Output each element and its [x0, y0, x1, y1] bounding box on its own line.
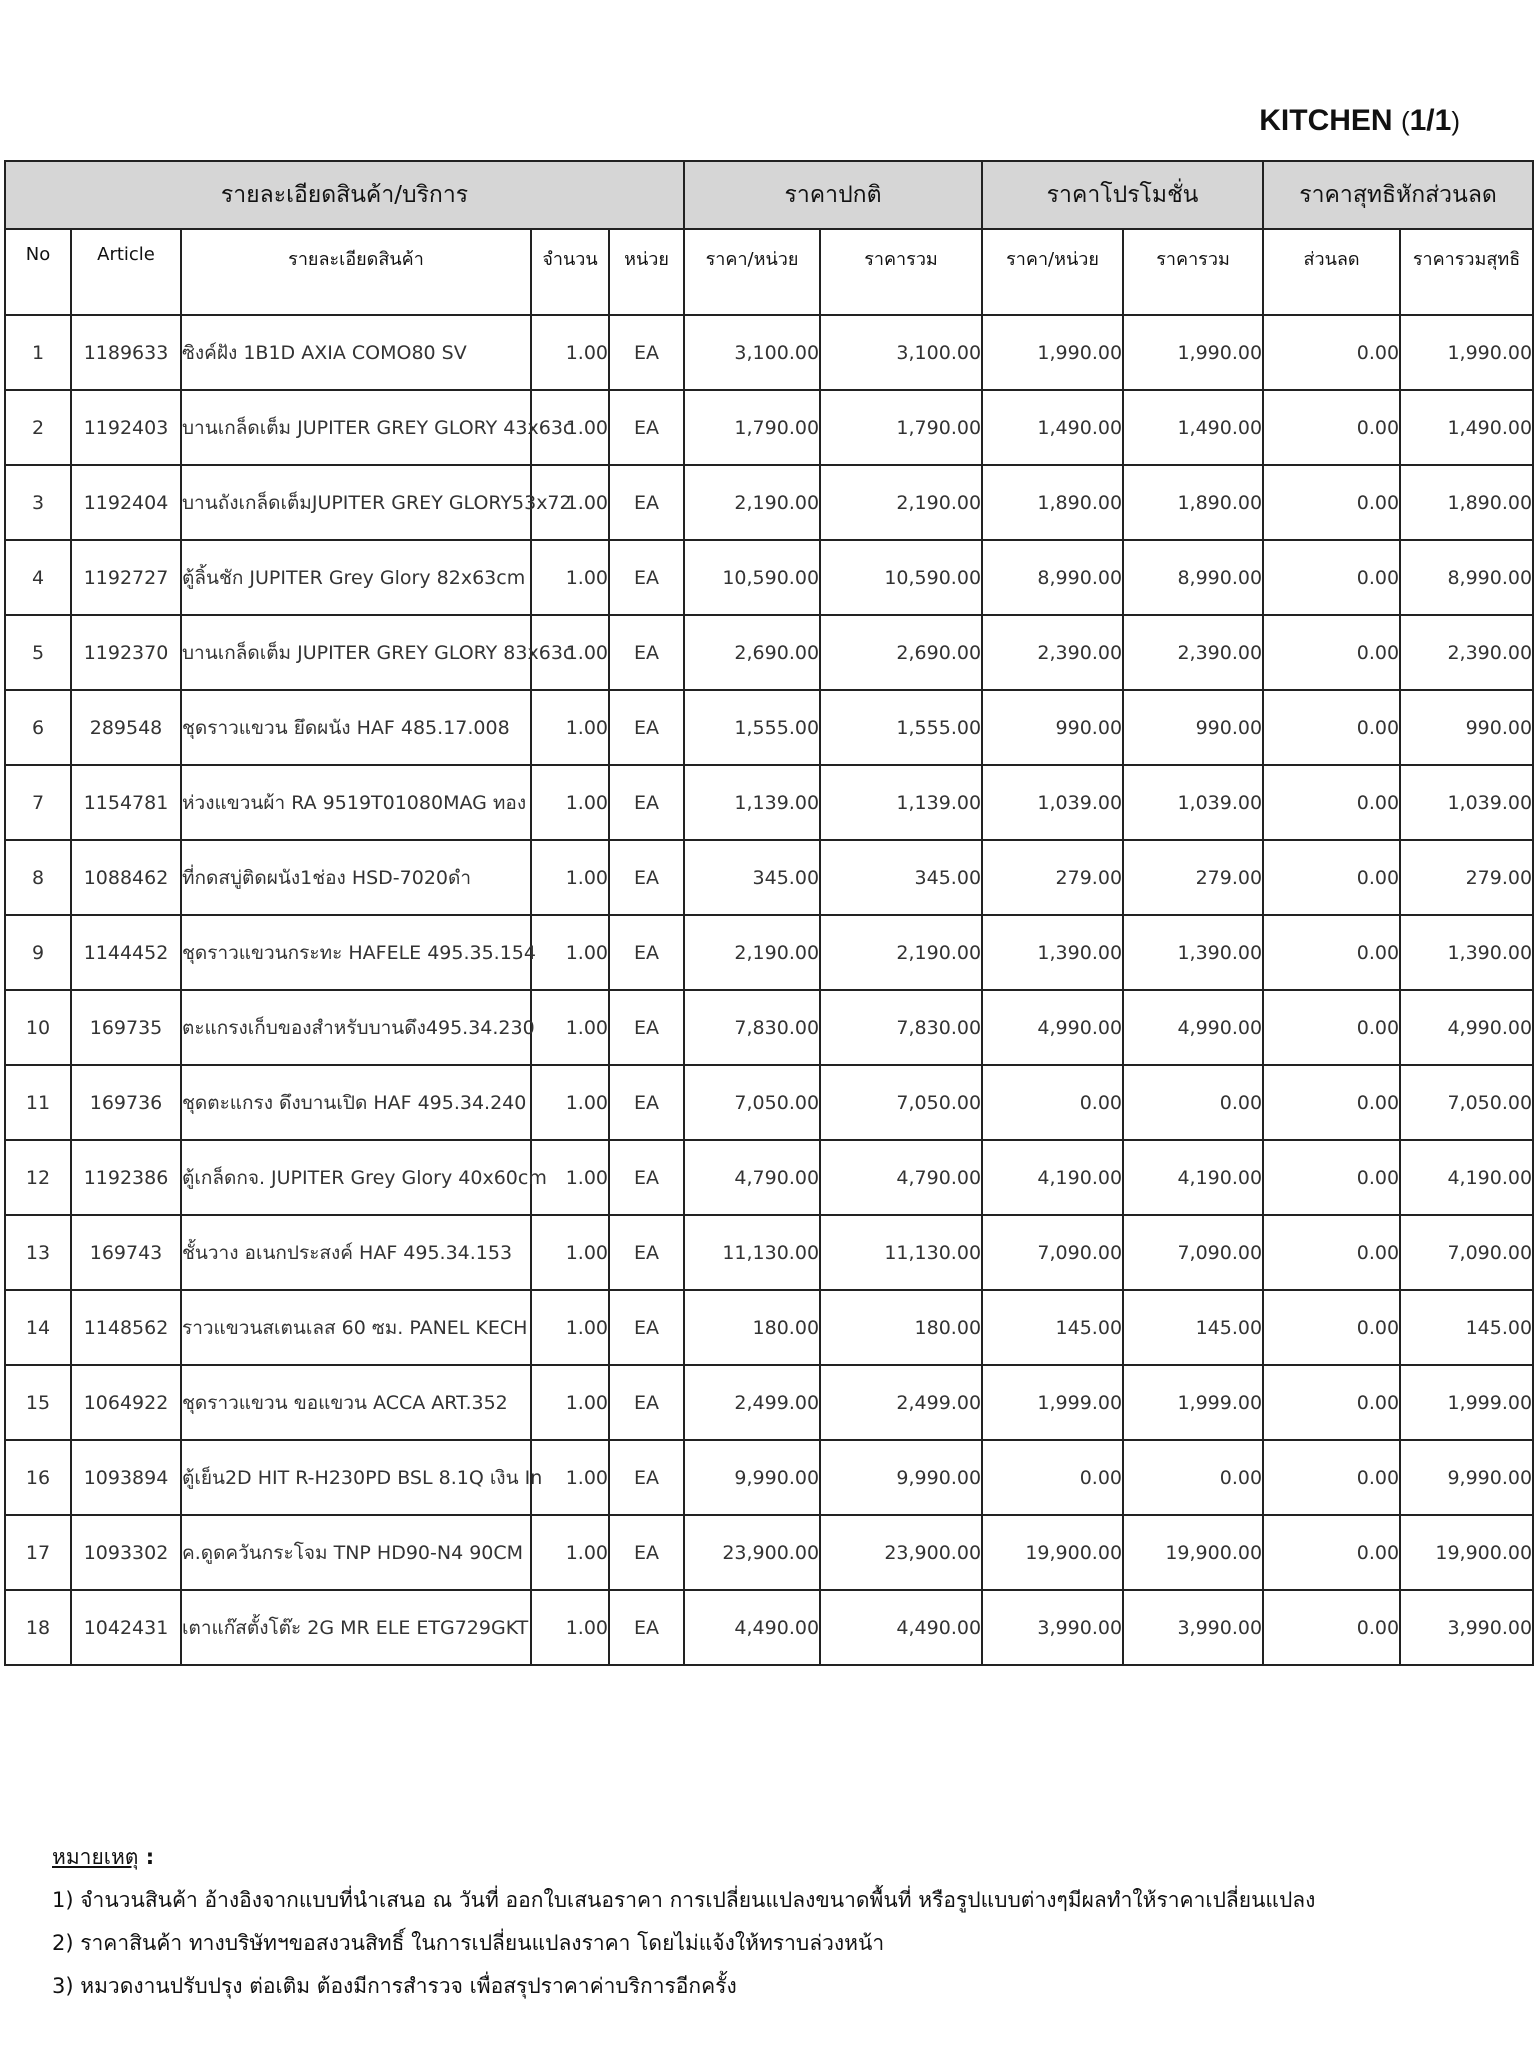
- row-net-total: 3,990.00: [1400, 1590, 1533, 1665]
- row-promo-unit-price: 3,990.00: [982, 1590, 1123, 1665]
- row-unit: EA: [609, 1440, 684, 1515]
- notes-colon: :: [138, 1845, 155, 1869]
- table-row: [5, 315, 1533, 390]
- row-qty: 1.00: [531, 990, 609, 1065]
- row-promo-unit-price: 19,900.00: [982, 1515, 1123, 1590]
- row-discount: 0.00: [1263, 765, 1400, 840]
- row-description: ห่วงแขวนผ้า RA 9519T01080MAG ทอง: [181, 765, 531, 840]
- row-discount: 0.00: [1263, 1590, 1400, 1665]
- row-discount: 0.00: [1263, 690, 1400, 765]
- row-description: ซิงค์ฝัง 1B1D AXIA COMO80 SV: [181, 315, 531, 390]
- table-row: [5, 1515, 1533, 1590]
- row-discount: 0.00: [1263, 915, 1400, 990]
- row-regular-unit-price: 2,690.00: [684, 615, 820, 690]
- row-regular-total: 7,830.00: [820, 990, 982, 1065]
- row-no: 4: [5, 540, 71, 615]
- row-article: 1192403: [71, 390, 181, 465]
- row-no: 12: [5, 1140, 71, 1215]
- row-regular-unit-price: 1,555.00: [684, 690, 820, 765]
- row-regular-unit-price: 1,790.00: [684, 390, 820, 465]
- row-description: ตู้ลิ้นชัก JUPITER Grey Glory 82x63cm: [181, 540, 531, 615]
- column-header-qty: จำนวน: [531, 229, 609, 315]
- row-article: 1189633: [71, 315, 181, 390]
- row-discount: 0.00: [1263, 1515, 1400, 1590]
- row-unit: EA: [609, 1515, 684, 1590]
- row-discount: 0.00: [1263, 1140, 1400, 1215]
- row-description: ตะแกรงเก็บของสำหรับบานดึง495.34.230: [181, 990, 531, 1065]
- row-discount: 0.00: [1263, 840, 1400, 915]
- row-description: ชั้นวาง อเนกประสงค์ HAF 495.34.153: [181, 1215, 531, 1290]
- row-promo-unit-price: 990.00: [982, 690, 1123, 765]
- row-regular-unit-price: 23,900.00: [684, 1515, 820, 1590]
- row-description: ที่กดสบู่ติดผนัง1ช่อง HSD-7020ดำ: [181, 840, 531, 915]
- row-article: 1093302: [71, 1515, 181, 1590]
- row-description: ตู้เย็น2D HIT R-H230PD BSL 8.1Q เงิน In: [181, 1440, 531, 1515]
- row-article: 1154781: [71, 765, 181, 840]
- column-header-regular-unit-price: ราคา/หน่วย: [684, 229, 820, 315]
- row-promo-total: 1,890.00: [1123, 465, 1263, 540]
- row-regular-total: 1,790.00: [820, 390, 982, 465]
- row-unit: EA: [609, 1590, 684, 1665]
- row-article: 1042431: [71, 1590, 181, 1665]
- row-promo-unit-price: 0.00: [982, 1065, 1123, 1140]
- row-discount: 0.00: [1263, 465, 1400, 540]
- row-regular-unit-price: 7,830.00: [684, 990, 820, 1065]
- row-promo-total: 1,390.00: [1123, 915, 1263, 990]
- row-unit: EA: [609, 1290, 684, 1365]
- table-row: [5, 990, 1533, 1065]
- table-row: [5, 1140, 1533, 1215]
- row-no: 13: [5, 1215, 71, 1290]
- row-no: 9: [5, 915, 71, 990]
- column-header-promo-total: ราคารวม: [1123, 229, 1263, 315]
- row-regular-unit-price: 2,499.00: [684, 1365, 820, 1440]
- row-promo-unit-price: 7,090.00: [982, 1215, 1123, 1290]
- row-no: 6: [5, 690, 71, 765]
- row-no: 5: [5, 615, 71, 690]
- row-unit: EA: [609, 315, 684, 390]
- row-article: 1144452: [71, 915, 181, 990]
- row-promo-unit-price: 279.00: [982, 840, 1123, 915]
- row-regular-unit-price: 7,050.00: [684, 1065, 820, 1140]
- row-regular-total: 2,190.00: [820, 465, 982, 540]
- row-promo-total: 4,990.00: [1123, 990, 1263, 1065]
- row-promo-total: 4,190.00: [1123, 1140, 1263, 1215]
- row-promo-total: 2,390.00: [1123, 615, 1263, 690]
- row-promo-total: 990.00: [1123, 690, 1263, 765]
- row-description: เตาแก๊สตั้งโต๊ะ 2G MR ELE ETG729GKT: [181, 1590, 531, 1665]
- row-article: 169735: [71, 990, 181, 1065]
- row-regular-unit-price: 345.00: [684, 840, 820, 915]
- table-body: [5, 315, 1533, 1665]
- row-article: 169736: [71, 1065, 181, 1140]
- row-net-total: 1,999.00: [1400, 1365, 1533, 1440]
- row-discount: 0.00: [1263, 1215, 1400, 1290]
- row-promo-unit-price: 8,990.00: [982, 540, 1123, 615]
- row-article: 1192386: [71, 1140, 181, 1215]
- row-promo-unit-price: 0.00: [982, 1440, 1123, 1515]
- row-regular-unit-price: 11,130.00: [684, 1215, 820, 1290]
- group-header-promo-price: ราคาโปรโมชั่น: [982, 161, 1263, 229]
- row-regular-unit-price: 4,790.00: [684, 1140, 820, 1215]
- row-net-total: 8,990.00: [1400, 540, 1533, 615]
- row-no: 3: [5, 465, 71, 540]
- row-article: 289548: [71, 690, 181, 765]
- row-net-total: 9,990.00: [1400, 1440, 1533, 1515]
- row-qty: 1.00: [531, 765, 609, 840]
- row-description: บานถังเกล็ดเต็มJUPITER GREY GLORY53x72: [181, 465, 531, 540]
- row-net-total: 145.00: [1400, 1290, 1533, 1365]
- row-regular-total: 1,555.00: [820, 690, 982, 765]
- row-qty: 1.00: [531, 840, 609, 915]
- row-qty: 1.00: [531, 390, 609, 465]
- row-qty: 1.00: [531, 465, 609, 540]
- row-regular-total: 7,050.00: [820, 1065, 982, 1140]
- row-description: ชุดตะแกรง ดึงบานเปิด HAF 495.34.240: [181, 1065, 531, 1140]
- row-discount: 0.00: [1263, 1065, 1400, 1140]
- row-no: 16: [5, 1440, 71, 1515]
- row-article: 1148562: [71, 1290, 181, 1365]
- group-header-regular-price: ราคาปกติ: [684, 161, 982, 229]
- row-description: ค.ดูดควันกระโจม TNP HD90-N4 90CM: [181, 1515, 531, 1590]
- table-row: [5, 690, 1533, 765]
- page-title-paren-open: (: [1400, 106, 1410, 136]
- table-row: [5, 765, 1533, 840]
- row-promo-unit-price: 1,490.00: [982, 390, 1123, 465]
- row-regular-unit-price: 180.00: [684, 1290, 820, 1365]
- row-article: 1192370: [71, 615, 181, 690]
- row-no: 7: [5, 765, 71, 840]
- row-no: 17: [5, 1515, 71, 1590]
- row-regular-total: 345.00: [820, 840, 982, 915]
- page-title: [1200, 104, 1460, 138]
- row-net-total: 19,900.00: [1400, 1515, 1533, 1590]
- row-promo-total: 19,900.00: [1123, 1515, 1263, 1590]
- row-description: ชุดราวแขวน ยึดผนัง HAF 485.17.008: [181, 690, 531, 765]
- row-no: 18: [5, 1590, 71, 1665]
- row-article: 169743: [71, 1215, 181, 1290]
- row-regular-unit-price: 2,190.00: [684, 465, 820, 540]
- table-row: [5, 540, 1533, 615]
- row-discount: 0.00: [1263, 990, 1400, 1065]
- row-unit: EA: [609, 1365, 684, 1440]
- row-discount: 0.00: [1263, 315, 1400, 390]
- row-promo-total: 1,039.00: [1123, 765, 1263, 840]
- row-promo-total: 0.00: [1123, 1065, 1263, 1140]
- column-header-unit: หน่วย: [609, 229, 684, 315]
- row-promo-unit-price: 4,990.00: [982, 990, 1123, 1065]
- page-title-paren-close: ): [1451, 106, 1460, 136]
- row-unit: EA: [609, 1065, 684, 1140]
- row-discount: 0.00: [1263, 1365, 1400, 1440]
- row-regular-unit-price: 1,139.00: [684, 765, 820, 840]
- note-line-2: 2) ราคาสินค้า ทางบริษัทฯขอสงวนสิทธิ์ ในการเปลี่ยนแปลงราคา โดยไม่แจ้งให้ทราบล่วงหน้า: [52, 1931, 885, 1955]
- row-unit: EA: [609, 390, 684, 465]
- row-no: 8: [5, 840, 71, 915]
- row-net-total: 1,890.00: [1400, 465, 1533, 540]
- row-no: 15: [5, 1365, 71, 1440]
- row-description: บานเกล็ดเต็ม JUPITER GREY GLORY 43x63c: [181, 390, 531, 465]
- row-regular-unit-price: 4,490.00: [684, 1590, 820, 1665]
- table-row: [5, 1290, 1533, 1365]
- row-qty: 1.00: [531, 1215, 609, 1290]
- row-net-total: 1,990.00: [1400, 315, 1533, 390]
- row-net-total: 7,050.00: [1400, 1065, 1533, 1140]
- row-regular-total: 10,590.00: [820, 540, 982, 615]
- row-no: 10: [5, 990, 71, 1065]
- row-regular-total: 180.00: [820, 1290, 982, 1365]
- column-header-net-total: ราคารวมสุทธิ: [1400, 229, 1533, 315]
- row-unit: EA: [609, 465, 684, 540]
- table-row: [5, 1365, 1533, 1440]
- group-header-net-price: ราคาสุทธิหักส่วนลด: [1263, 161, 1533, 229]
- row-discount: 0.00: [1263, 540, 1400, 615]
- row-net-total: 1,490.00: [1400, 390, 1533, 465]
- row-no: 2: [5, 390, 71, 465]
- row-discount: 0.00: [1263, 390, 1400, 465]
- row-qty: 1.00: [531, 1440, 609, 1515]
- column-header-promo-unit-price: ราคา/หน่วย: [982, 229, 1123, 315]
- table-row: [5, 465, 1533, 540]
- row-unit: EA: [609, 840, 684, 915]
- column-header-article: Article: [71, 229, 181, 315]
- row-unit: EA: [609, 615, 684, 690]
- row-regular-total: 2,190.00: [820, 915, 982, 990]
- row-promo-total: 1,490.00: [1123, 390, 1263, 465]
- column-header-description: รายละเอียดสินค้า: [181, 229, 531, 315]
- row-net-total: 1,039.00: [1400, 765, 1533, 840]
- row-promo-total: 1,999.00: [1123, 1365, 1263, 1440]
- row-no: 1: [5, 315, 71, 390]
- row-no: 14: [5, 1290, 71, 1365]
- row-article: 1093894: [71, 1440, 181, 1515]
- row-net-total: 279.00: [1400, 840, 1533, 915]
- table-row: [5, 1590, 1533, 1665]
- row-promo-unit-price: 1,039.00: [982, 765, 1123, 840]
- notes-label: หมายเหตุ: [52, 1845, 139, 1869]
- row-promo-unit-price: 1,990.00: [982, 315, 1123, 390]
- table-row: [5, 390, 1533, 465]
- column-header-row: [5, 229, 1533, 315]
- row-description: บานเกล็ดเต็ม JUPITER GREY GLORY 83x63c: [181, 615, 531, 690]
- row-promo-total: 7,090.00: [1123, 1215, 1263, 1290]
- row-qty: 1.00: [531, 1290, 609, 1365]
- row-net-total: 4,990.00: [1400, 990, 1533, 1065]
- row-net-total: 1,390.00: [1400, 915, 1533, 990]
- row-article: 1192404: [71, 465, 181, 540]
- row-regular-unit-price: 10,590.00: [684, 540, 820, 615]
- row-qty: 1.00: [531, 1515, 609, 1590]
- page-number: 1/1: [1409, 104, 1452, 137]
- note-line-3: 3) หมวดงานปรับปรุง ต่อเติม ต้องมีการสำรวจ เพื่อสรุปราคาค่าบริการอีกครั้ง: [52, 1974, 737, 1998]
- row-unit: EA: [609, 990, 684, 1065]
- row-qty: 1.00: [531, 1065, 609, 1140]
- row-description: ชุดราวแขวนกระทะ HAFELE 495.35.154: [181, 915, 531, 990]
- table-row: [5, 915, 1533, 990]
- row-promo-unit-price: 1,890.00: [982, 465, 1123, 540]
- row-promo-total: 0.00: [1123, 1440, 1263, 1515]
- row-unit: EA: [609, 540, 684, 615]
- row-promo-unit-price: 4,190.00: [982, 1140, 1123, 1215]
- column-header-regular-total: ราคารวม: [820, 229, 982, 315]
- notes-section: [52, 1836, 1492, 2008]
- row-regular-total: 2,690.00: [820, 615, 982, 690]
- row-unit: EA: [609, 765, 684, 840]
- row-description: ราวแขวนสเตนเลส 60 ซม. PANEL KECH: [181, 1290, 531, 1365]
- row-article: 1088462: [71, 840, 181, 915]
- table-row: [5, 1065, 1533, 1140]
- group-header-row: [5, 161, 1533, 229]
- row-promo-total: 145.00: [1123, 1290, 1263, 1365]
- row-discount: 0.00: [1263, 1440, 1400, 1515]
- notes-heading: [52, 1836, 1492, 1879]
- row-article: 1192727: [71, 540, 181, 615]
- row-promo-unit-price: 1,999.00: [982, 1365, 1123, 1440]
- row-qty: 1.00: [531, 915, 609, 990]
- row-description: ชุดราวแขวน ขอแขวน ACCA ART.352: [181, 1365, 531, 1440]
- row-discount: 0.00: [1263, 1290, 1400, 1365]
- row-qty: 1.00: [531, 1140, 609, 1215]
- row-net-total: 990.00: [1400, 690, 1533, 765]
- table-row: [5, 615, 1533, 690]
- row-discount: 0.00: [1263, 615, 1400, 690]
- row-qty: 1.00: [531, 540, 609, 615]
- row-net-total: 2,390.00: [1400, 615, 1533, 690]
- quotation-table: [4, 160, 1534, 1666]
- row-promo-unit-price: 145.00: [982, 1290, 1123, 1365]
- row-qty: 1.00: [531, 615, 609, 690]
- row-regular-total: 11,130.00: [820, 1215, 982, 1290]
- row-description: ตู้เกล็ดกจ. JUPITER Grey Glory 40x60cm: [181, 1140, 531, 1215]
- row-net-total: 7,090.00: [1400, 1215, 1533, 1290]
- row-regular-total: 4,490.00: [820, 1590, 982, 1665]
- table-row: [5, 1215, 1533, 1290]
- row-net-total: 4,190.00: [1400, 1140, 1533, 1215]
- row-qty: 1.00: [531, 1365, 609, 1440]
- row-regular-total: 1,139.00: [820, 765, 982, 840]
- row-promo-total: 1,990.00: [1123, 315, 1263, 390]
- row-promo-total: 279.00: [1123, 840, 1263, 915]
- row-regular-unit-price: 9,990.00: [684, 1440, 820, 1515]
- row-regular-total: 2,499.00: [820, 1365, 982, 1440]
- column-header-no: No: [5, 229, 71, 315]
- row-unit: EA: [609, 1140, 684, 1215]
- row-regular-total: 9,990.00: [820, 1440, 982, 1515]
- row-article: 1064922: [71, 1365, 181, 1440]
- table-row: [5, 1440, 1533, 1515]
- row-unit: EA: [609, 690, 684, 765]
- row-promo-total: 8,990.00: [1123, 540, 1263, 615]
- row-regular-unit-price: 3,100.00: [684, 315, 820, 390]
- row-unit: EA: [609, 915, 684, 990]
- note-line-1: 1) จำนวนสินค้า อ้างอิงจากแบบที่นำเสนอ ณ วันที่ ออกใบเสนอราคา การเปลี่ยนแปลงขนาดพื้นที่ หรือรูปแบบต่างๆมีผลทำให้ราคาเปลี่ยนแปลง: [52, 1888, 1316, 1912]
- group-header-product-details: รายละเอียดสินค้า/บริการ: [5, 161, 684, 229]
- row-unit: EA: [609, 1215, 684, 1290]
- row-promo-unit-price: 1,390.00: [982, 915, 1123, 990]
- table-row: [5, 840, 1533, 915]
- row-regular-total: 23,900.00: [820, 1515, 982, 1590]
- row-qty: 1.00: [531, 690, 609, 765]
- row-qty: 1.00: [531, 315, 609, 390]
- row-qty: 1.00: [531, 1590, 609, 1665]
- page-title-main: KITCHEN: [1259, 104, 1393, 137]
- row-promo-unit-price: 2,390.00: [982, 615, 1123, 690]
- row-regular-total: 3,100.00: [820, 315, 982, 390]
- column-header-discount: ส่วนลด: [1263, 229, 1400, 315]
- row-regular-total: 4,790.00: [820, 1140, 982, 1215]
- row-promo-total: 3,990.00: [1123, 1590, 1263, 1665]
- row-regular-unit-price: 2,190.00: [684, 915, 820, 990]
- row-no: 11: [5, 1065, 71, 1140]
